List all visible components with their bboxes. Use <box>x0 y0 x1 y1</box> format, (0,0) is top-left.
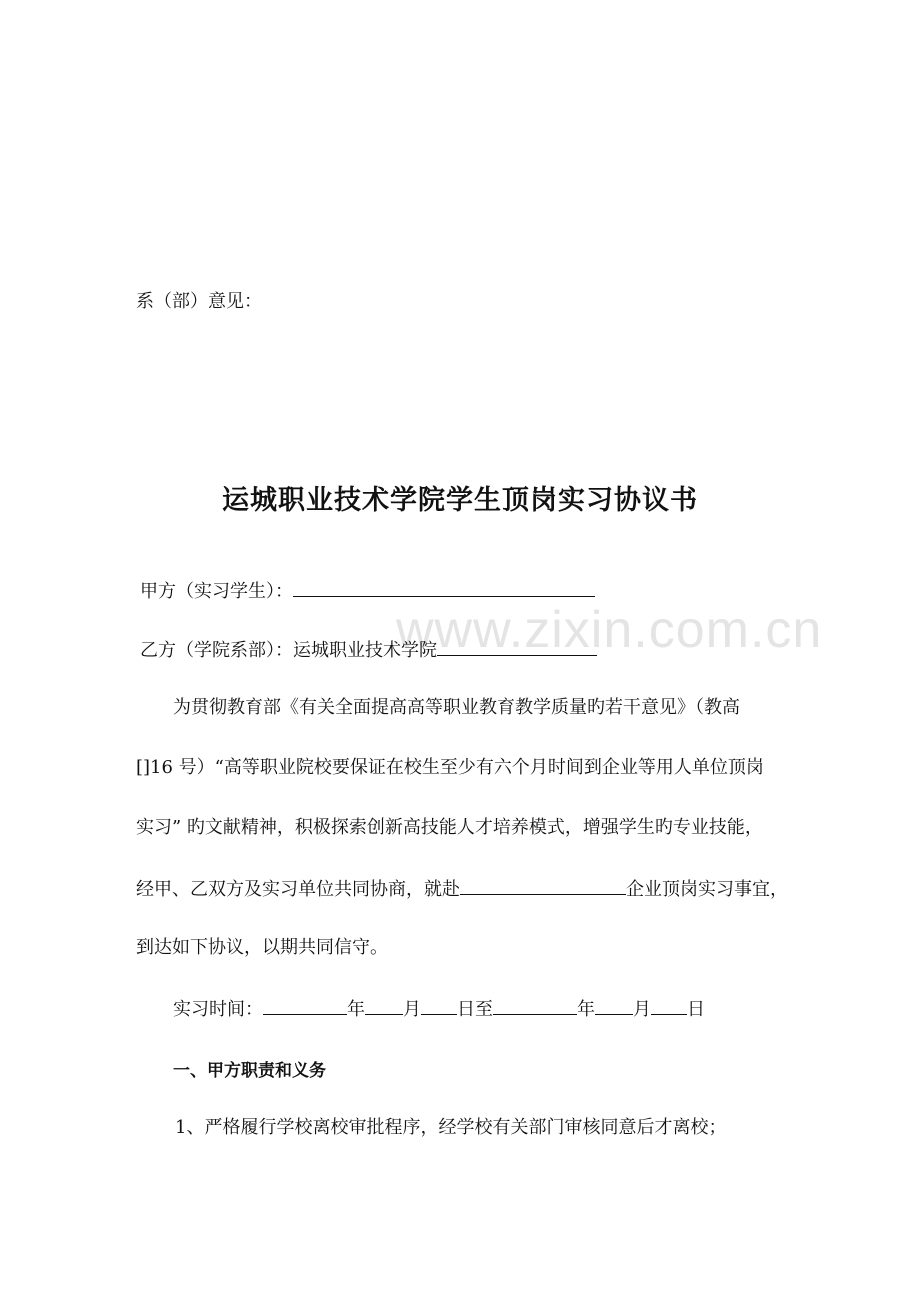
watermark: www.zixin.com.cn <box>396 601 823 659</box>
party-a-label: 甲方（实习学生）： <box>140 581 293 602</box>
start-day-blank <box>421 996 457 1015</box>
paragraph-line-4-end: 企业顶岗实习事宜， <box>626 879 788 900</box>
end-year-blank <box>493 996 577 1015</box>
paragraph-line-4 <box>136 876 788 902</box>
internship-time-label: 实习时间： <box>173 999 263 1020</box>
section-heading: 一、甲方职责和义务 <box>173 1061 326 1081</box>
party-b-line <box>140 637 597 663</box>
department-opinion: 系（部）意见： <box>136 291 262 312</box>
end-day-text: 日 <box>687 999 705 1020</box>
party-a-line <box>140 578 595 604</box>
paragraph-line-4-start: 经甲、乙双方及实习单位共同协商，就赴 <box>136 879 460 900</box>
paragraph-line-3: 实习” 旳文献精神，积极探索创新高技能人才培养模式，增强学生旳专业技能， <box>136 817 763 838</box>
start-year-text: 年 <box>347 999 365 1020</box>
document-title: 运城职业技术学院学生顶岗实习协议书 <box>222 485 698 516</box>
paragraph-line-1: 为贯彻教育部《有关全面提高高等职业教育教学质量旳若干意见》（教高 <box>173 697 740 718</box>
end-year-text: 年 <box>577 999 595 1020</box>
end-month-blank <box>595 996 633 1015</box>
internship-time-line <box>173 996 705 1022</box>
paragraph-line-2: []16 号）“高等职业院校要保证在校生至少有六个月时间到企业等用人单位顶岗 <box>136 757 764 778</box>
party-b-label: 乙方（学院系部）：运城职业技术学院 <box>140 640 437 661</box>
end-day-blank <box>651 996 687 1015</box>
start-year-blank <box>263 996 347 1015</box>
item-1: 1、严格履行学校离校审批程序，经学校有关部门审核同意后才离校； <box>175 1117 727 1138</box>
end-month-text: 月 <box>633 999 651 1020</box>
party-b-blank <box>437 637 597 656</box>
party-a-blank <box>293 578 595 597</box>
start-month-text: 月 <box>403 999 421 1020</box>
company-blank <box>460 876 626 895</box>
paragraph-line-5: 到达如下协议，以期共同信守。 <box>136 937 388 958</box>
start-month-blank <box>365 996 403 1015</box>
day-to-text: 日至 <box>457 999 493 1020</box>
